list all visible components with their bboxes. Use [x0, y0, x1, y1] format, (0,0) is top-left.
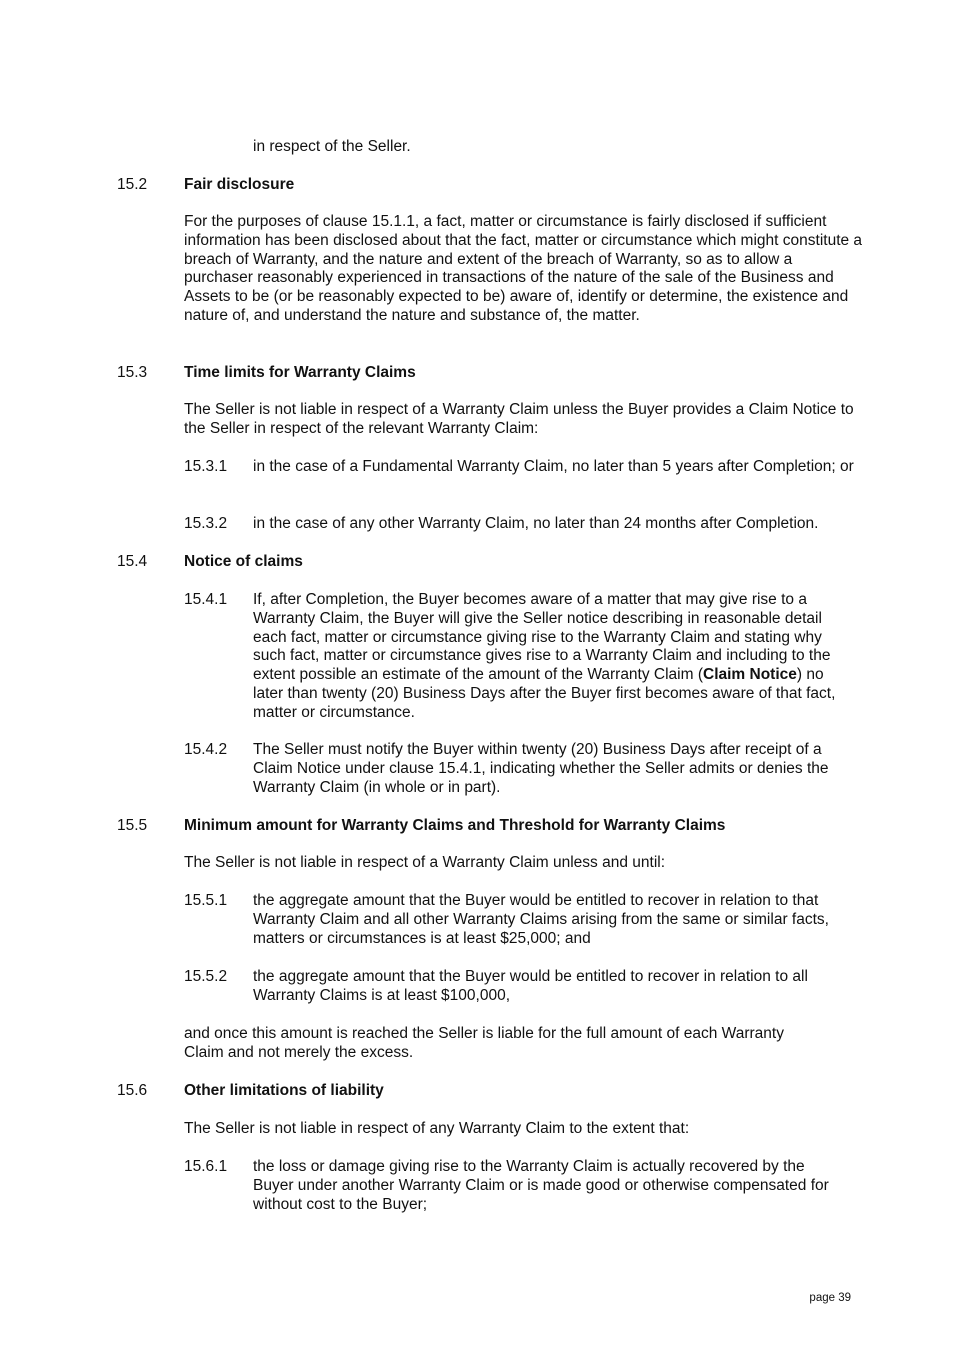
clause-15-5-1-number: 15.5.1	[184, 892, 228, 909]
clause-15-6-intro: The Seller is not liable in respect of any Warranty Claim to the extent that:	[184, 1120, 690, 1137]
clause-15-5-heading: Minimum amount for Warranty Claims and Threshold for Warranty Claims	[184, 817, 726, 834]
clause-15-3-2-text: in the case of any other Warranty Claim, no later than 24 months after Completion.	[253, 515, 819, 532]
clause-15-4-number: 15.4	[117, 553, 148, 570]
clause-15-6-1-number: 15.6.1	[184, 1158, 228, 1175]
clause-15-5-number: 15.5	[117, 817, 148, 834]
clause-15-4-1-number: 15.4.1	[184, 591, 228, 608]
clause-15-4-heading: Notice of claims	[184, 553, 303, 570]
clause-15-6-heading: Other limitations of liability	[184, 1082, 384, 1099]
clause-15-5-2-text: the aggregate amount that the Buyer would be entitled to recover in relation to all Warranty Claims is at least $100,000,	[253, 968, 808, 1004]
clause-15-3-number: 15.3	[117, 364, 148, 381]
claim-notice-defined-term: Claim Notice	[703, 666, 797, 684]
clause-15-5-intro: The Seller is not liable in respect of a Warranty Claim unless and until:	[184, 854, 666, 871]
clause-15-2-number: 15.2	[117, 176, 148, 193]
clause-15-3-intro: The Seller is not liable in respect of a Warranty Claim unless the Buyer provides a Claim Notice to the Seller in respect of the relevant Warranty Claim:	[184, 401, 854, 437]
clause-15-5-closing: and once this amount is reached the Seller is liable for the full amount of each Warranty Claim and not merely the excess.	[184, 1025, 784, 1061]
clause-15-4-1-text-after: ) no later than twenty (20) Business Days after the Buyer first becomes aware of that fact, matter or circumstance.	[253, 666, 836, 721]
clause-15-4-2-number: 15.4.2	[184, 741, 228, 758]
clause-15-4-1-text	[253, 591, 858, 723]
clause-15-3-1-number: 15.3.1	[184, 458, 228, 475]
clause-15-5-2-number: 15.5.2	[184, 968, 228, 985]
clause-15-6-number: 15.6	[117, 1082, 148, 1099]
clause-15-4-2-text: The Seller must notify the Buyer within twenty (20) Business Days after receipt of a Claim Notice under clause 15.4.1, indicating whether the Seller admits or denies the Warranty Claim (in whole or in part).	[253, 741, 829, 796]
continuation-text: in respect of the Seller.	[253, 138, 411, 155]
clause-15-2-heading: Fair disclosure	[184, 176, 295, 193]
page-number: page 39	[809, 1292, 851, 1304]
clause-15-5-1-text: the aggregate amount that the Buyer would be entitled to recover in relation to that Warranty Claim and all other Warranty Claims arising from the same or similar facts, matters or circumstances is at least $25,000; and	[253, 892, 829, 947]
clause-15-4-1-text-before: If, after Completion, the Buyer becomes aware of a matter that may give rise to a Warranty Claim, the Buyer will give the Seller notice describing in reasonable detail each fact, matter or circumstance giving rise to the Warranty Claim and stating why such fact, matter or circumstance gives rise to a Warranty Claim and including to the extent possible an estimate of the amount of the Warranty Claim (	[253, 591, 831, 684]
clause-15-2-body: For the purposes of clause 15.1.1, a fact, matter or circumstance is fairly disclosed if sufficient information has been disclosed about that the fact, matter or circumstance which might constitute a breach of Warranty, and the nature and extent of the breach of Warranty, so as to allow a purchaser reasonably experienced in transactions of the nature of the sale of the Business and Assets to be (or be reasonably expected to be) aware of, identify or determine, the existence and nature of, and understand the nature and substance of, the matter.	[184, 213, 863, 324]
clause-15-3-1-text: in the case of a Fundamental Warranty Claim, no later than 5 years after Completion; or	[253, 458, 854, 475]
clause-15-6-1-text: the loss or damage giving rise to the Warranty Claim is actually recovered by the Buyer under another Warranty Claim or is made good or otherwise compensated for without cost to the Buyer;	[253, 1158, 829, 1213]
clause-15-3-heading: Time limits for Warranty Claims	[184, 364, 416, 381]
clause-15-3-2-number: 15.3.2	[184, 515, 228, 532]
